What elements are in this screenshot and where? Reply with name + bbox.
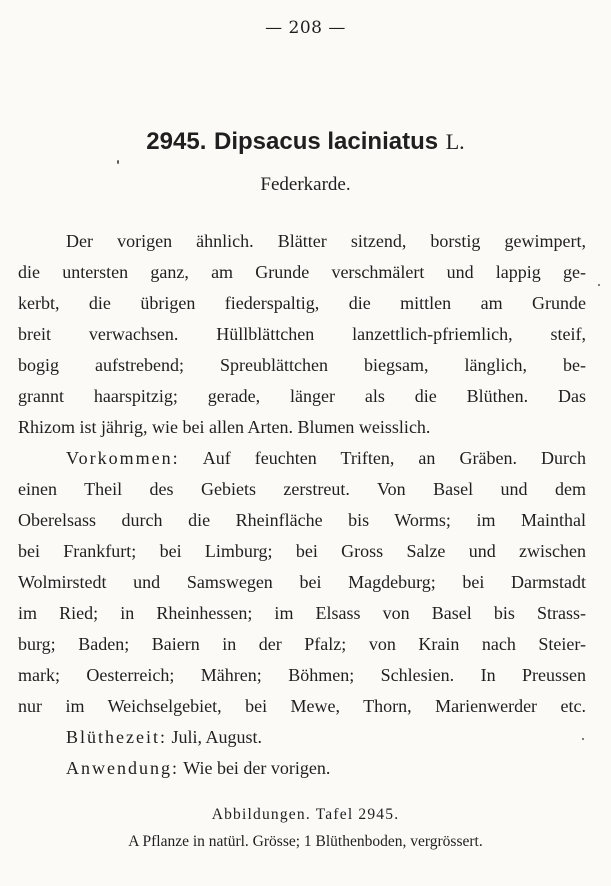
species-title — [0, 127, 611, 156]
paper-speck — [598, 284, 600, 286]
occurrence-line: im Ried; in Rheinhessen; im Elsass von Basel bis Strass- — [18, 603, 586, 623]
paper-speck — [582, 738, 584, 740]
page-number: — 208 — — [265, 18, 346, 38]
species-name: Dipsacus laciniatus — [214, 128, 439, 155]
usage-label: Anwendung: — [66, 758, 179, 778]
flowering-line — [18, 722, 586, 753]
plate-caption: A Pflanze in natürl. Grösse; 1 Blüthenboden, vergrössert. — [128, 833, 483, 850]
description-line: grannt haarspitzig; gerade, länger als die Blüthen. Das — [18, 386, 586, 406]
occurrence-line: Wolmirstedt und Samswegen bei Magdeburg; bei Darmstadt — [18, 572, 586, 592]
occurrence-line: burg; Baden; Baiern in der Pfalz; von Krain nach Steier- — [18, 634, 586, 654]
occurrence-line: nur im Weichselgebiet, bei Mewe, Thorn, Marienwerder etc. — [18, 696, 586, 716]
description-line: kerbt, die übrigen fiederspaltig, die mittlen am Grunde — [18, 293, 586, 313]
description-line: bogig aufstrebend; Spreublättchen biegsam, länglich, be- — [18, 355, 586, 375]
occurrence-line: mark; Oesterreich; Mähren; Böhmen; Schlesien. In Preussen — [18, 665, 586, 685]
species-number: 2945. — [146, 128, 207, 155]
species-author: L. — [445, 129, 465, 154]
occurrence-line-first — [18, 443, 586, 474]
occurrence-paragraph — [18, 443, 586, 784]
flowering-label: Blüthezeit: — [66, 727, 167, 747]
description-line: breit verwachsen. Hüllblättchen lanzettlich-pfriemlich, steif, — [18, 324, 586, 344]
occurrence-line: bei Frankfurt; bei Limburg; bei Gross Salze und zwischen — [18, 541, 586, 561]
description-line: Der vorigen ähnlich. Blätter sitzend, borstig gewimpert, — [66, 231, 586, 251]
usage-line — [18, 753, 586, 784]
occurrence-line: einen Theil des Gebiets zerstreut. Von Basel und dem — [18, 479, 586, 499]
description-line: die untersten ganz, am Grunde verschmälert und lappig ge- — [18, 262, 586, 282]
usage-value: Wie bei der vorigen. — [183, 758, 331, 778]
common-name: Federkarde. — [260, 174, 351, 195]
occurrence-line: Oberelsass durch die Rheinfläche bis Worms; im Mainthal — [18, 510, 586, 530]
flowering-value: Juli, August. — [171, 727, 263, 747]
occurrence-line: Auf feuchten Triften, an Gräben. Durch — [202, 448, 586, 468]
paper-speck — [117, 160, 119, 164]
description-line: Rhizom ist jährig, wie bei allen Arten. Blumen weisslich. — [18, 417, 431, 437]
description-paragraph — [18, 226, 586, 443]
occurrence-label: Vorkommen: — [66, 448, 180, 468]
plate-heading: Abbildungen. Tafel 2945. — [211, 806, 400, 823]
